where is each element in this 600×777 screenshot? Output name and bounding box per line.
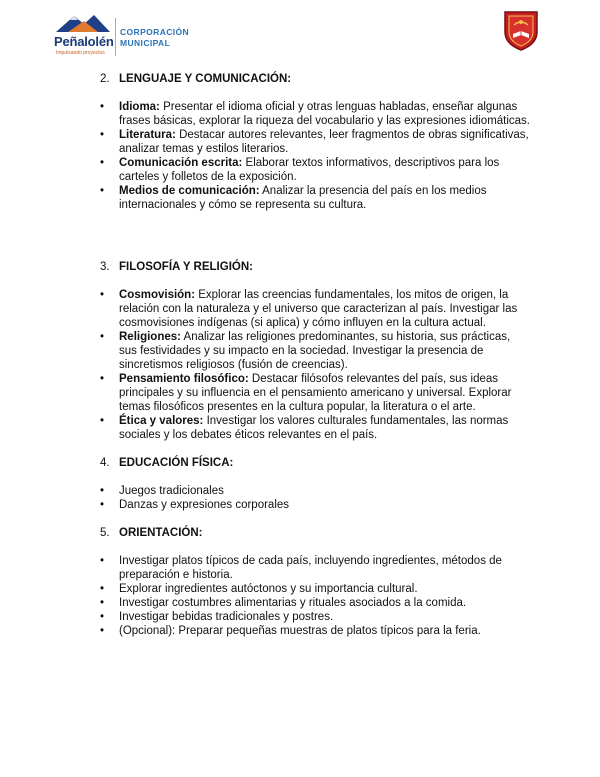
- section-title: LENGUAJE Y COMUNICACIÓN:: [119, 73, 292, 85]
- section-title: FILOSOFÍA Y RELIGIÓN:: [119, 261, 253, 273]
- item-text: Danzas y expresiones corporales: [119, 499, 290, 511]
- item-text: Analizar las religiones predominantes, su historia, sus prácticas, sus festividades y su impacto en la sociedad. Investigar la presencia de sincretismos religiosos (fusión de creencias).: [119, 331, 511, 371]
- mountain-logo-icon: [54, 12, 112, 34]
- item-text: Investigar bebidas tradicionales y postres.: [119, 611, 334, 623]
- item-text: (Opcional): Preparar pequeñas muestras de platos típicos para la feria.: [119, 625, 481, 637]
- section-title: EDUCACIÓN FÍSICA:: [119, 457, 234, 469]
- section-heading: [100, 456, 530, 470]
- item-text: Investigar costumbres alimentarias y rituales asociados a la comida.: [119, 597, 467, 609]
- list-item: [100, 100, 530, 128]
- item-term: Ética y valores:: [119, 415, 204, 427]
- list-item: [100, 498, 530, 512]
- section-number: 2.: [100, 73, 110, 85]
- item-text: Juegos tradicionales: [119, 485, 224, 497]
- item-term: Religiones:: [119, 331, 181, 343]
- logo-divider: [115, 18, 116, 56]
- item-text: Destacar filósofos relevantes del país, sus ideas principales y su influencia en el pensamiento americano y universal. Explorar temas filosóficos presentes en la cultura popular, la literatura o el arte.: [119, 373, 512, 413]
- bullet-icon: •: [100, 157, 105, 169]
- section-heading: [100, 72, 530, 86]
- corp-line-1: CORPORACIÓN: [120, 27, 190, 37]
- document-body: [100, 72, 530, 638]
- bullet-icon: •: [100, 373, 105, 385]
- corp-line-2: MUNICIPAL: [120, 38, 171, 48]
- bullet-icon: •: [100, 185, 105, 197]
- item-text: Presentar el idioma oficial y otras lenguas habladas, enseñar algunas frases básicas, explorar la riqueza del vocabulario y las expresiones idiomáticas.: [119, 101, 531, 127]
- list-item: [100, 582, 530, 596]
- list-item: [100, 596, 530, 610]
- list-item: [100, 624, 530, 638]
- list-item: [100, 554, 530, 582]
- item-term: Pensamiento filosófico:: [119, 373, 249, 385]
- item-term: Comunicación escrita:: [119, 157, 243, 169]
- logo-tagline: Impulsando proyectos: [56, 50, 105, 56]
- list-item: [100, 184, 530, 212]
- list-item: [100, 128, 530, 156]
- bullet-icon: •: [100, 331, 105, 343]
- list-item: [100, 156, 530, 184]
- bullet-list: [100, 288, 530, 442]
- bullet-icon: •: [100, 555, 105, 567]
- penalolen-logo: [54, 12, 194, 68]
- bullet-icon: •: [100, 485, 105, 497]
- item-text: Explorar las creencias fundamentales, los mitos de origen, la relación con la naturaleza y el universo que caracterizan al país. Investigar las cosmovisiones indígenas (si aplica) y cómo influyen en la cultura actual.: [119, 289, 518, 329]
- item-text: Explorar ingredientes autóctonos y su importancia cultural.: [119, 583, 418, 595]
- item-term: Medios de comunicación:: [119, 185, 260, 197]
- list-item: [100, 484, 530, 498]
- item-term: Literatura:: [119, 129, 176, 141]
- bullet-icon: •: [100, 583, 105, 595]
- section-number: 4.: [100, 457, 110, 469]
- item-term: Idioma:: [119, 101, 160, 113]
- section-title: ORIENTACIÓN:: [119, 527, 203, 539]
- list-item: [100, 372, 530, 414]
- item-text: Analizar la presencia del país en los medios internacionales y cómo se representa su cultura.: [119, 185, 487, 211]
- list-item: [100, 288, 530, 330]
- bullet-list: [100, 554, 530, 638]
- item-text: Investigar los valores culturales fundamentales, las normas sociales y los debates éticos relevantes en el país.: [119, 415, 509, 441]
- bullet-list: [100, 100, 530, 212]
- item-term: Cosmovisión:: [119, 289, 196, 301]
- section-number: 3.: [100, 261, 110, 273]
- item-text: Investigar platos típicos de cada país, incluyendo ingredientes, métodos de preparación e historia.: [119, 555, 502, 581]
- bullet-list: [100, 484, 530, 512]
- section-heading: [100, 526, 530, 540]
- bullet-icon: •: [100, 289, 105, 301]
- list-item: [100, 414, 530, 442]
- school-shield-icon: [502, 8, 540, 52]
- page-header: [0, 0, 600, 70]
- bullet-icon: •: [100, 415, 105, 427]
- bullet-icon: •: [100, 101, 105, 113]
- list-item: [100, 610, 530, 624]
- corporation-label: [120, 27, 189, 49]
- list-item: [100, 330, 530, 372]
- item-text: Destacar autores relevantes, leer fragmentos de obras significativas, analizar temas y estilos literarios.: [119, 129, 529, 155]
- logo-name: Peñalolén: [54, 34, 114, 49]
- bullet-icon: •: [100, 129, 105, 141]
- bullet-icon: •: [100, 597, 105, 609]
- section-number: 5.: [100, 527, 110, 539]
- section-heading: [100, 260, 530, 274]
- bullet-icon: •: [100, 611, 105, 623]
- item-text: Elaborar textos informativos, descriptivos para los carteles y folletos de la exposición.: [119, 157, 500, 183]
- bullet-icon: •: [100, 499, 105, 511]
- bullet-icon: •: [100, 625, 105, 637]
